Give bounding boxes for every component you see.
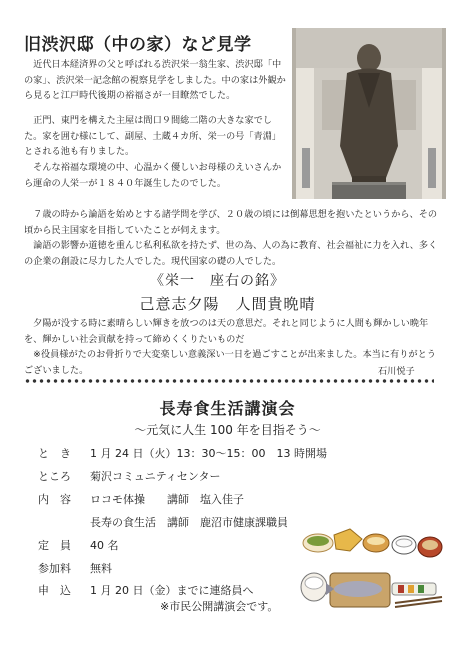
article-paragraph: 論語の影響か道徳を重んじ私利私欲を持たず、世の為、人の為に教育、社会福祉に力を入れ、多くの企業の創設に尽力した人でした。現代国家の礎の人でした。 [24, 240, 438, 267]
event-row-label: 参加料 [38, 562, 71, 575]
motto-heading: 《栄一 座右の銘》 [150, 273, 285, 289]
event-row-value: ロコモ体操 講師 塩入佳子 [90, 493, 244, 506]
article-paragraph: 近代日本経済界の父と呼ばれる渋沢栄一翁生家、渋沢邸「中の家」、渋沢栄一記念館の視察見学をしました。中の家は外観から見ると江戸時代後期の裕福さが一目瞭然でした。 [24, 59, 286, 102]
event-row-label: 申 込 [38, 584, 71, 597]
dotted-divider [24, 378, 434, 384]
event-row-time [38, 445, 327, 461]
meal-illustration [300, 525, 445, 620]
author-name: 石川悦子 [378, 366, 415, 377]
event-row-value: 1 月 20 日（金）までに連絡員へ [90, 584, 254, 597]
motto-text: 己意志夕陽 人間貴晩晴 [139, 295, 316, 313]
event-row-value: 菊沢コミュニティセンター [90, 470, 221, 483]
event-note: ※市民公開講演会です。 [160, 600, 279, 613]
statue-photo [292, 28, 446, 199]
event-row-label: と き [38, 447, 71, 460]
event-row-label: 定 員 [38, 539, 71, 552]
event-row-value: 長寿の食生活 講師 鹿沼市健康課職員 [90, 516, 288, 529]
event-subtitle: ～元気に人生 100 年を目指そう～ [134, 423, 321, 437]
article-paragraph: 正門、東門を構えた主屋は間口９間総二階の大きな家でした。家を囲む様にして、副屋、土蔵４カ所、栄一の号「青淵」とされる池も有りました。 [24, 115, 282, 158]
event-row-capacity [38, 537, 119, 553]
event-row-value: 1 月 24 日（火）13：30～15：00 13 時開場 [90, 447, 327, 460]
event-title: 長寿食生活講演会 [159, 399, 296, 418]
event-row-content [38, 491, 244, 507]
thanks-paragraph: ※役員様がたのお骨折りで大変楽しい意義深い一日を過ごすことが出来ました。本当に有りがとうございました。 [24, 349, 436, 376]
event-row-label: ところ [38, 470, 71, 483]
article-paragraph: 夕陽が没する時に素晴らしい輝きを放つのは天の意思だ。それと同じように人間も輝かしい晩年を、輝かしい社会貢献を持って締めくくりたいものだ [24, 318, 429, 345]
article-title: 旧渋沢邸（中の家）など見学 [24, 35, 252, 55]
event-row-fee [38, 560, 112, 576]
event-row-value: 40 名 [90, 539, 119, 552]
article-paragraph: そんな裕福な環境の中、心温かく優しいお母様のえいさんから運命の人栄一が１８４０年誕生したのでした。 [24, 162, 282, 189]
event-row-value: 無料 [90, 562, 112, 575]
event-row-label: 内 容 [38, 493, 71, 506]
article-paragraph: ７歳の時から論語を始めとする諸学問を学び、２０歳の頃には倒幕思想を抱いたというから、その頃から民主国家を目指していたことが伺えます。 [24, 209, 438, 236]
event-row-place [38, 468, 221, 484]
event-row-apply [38, 582, 254, 598]
